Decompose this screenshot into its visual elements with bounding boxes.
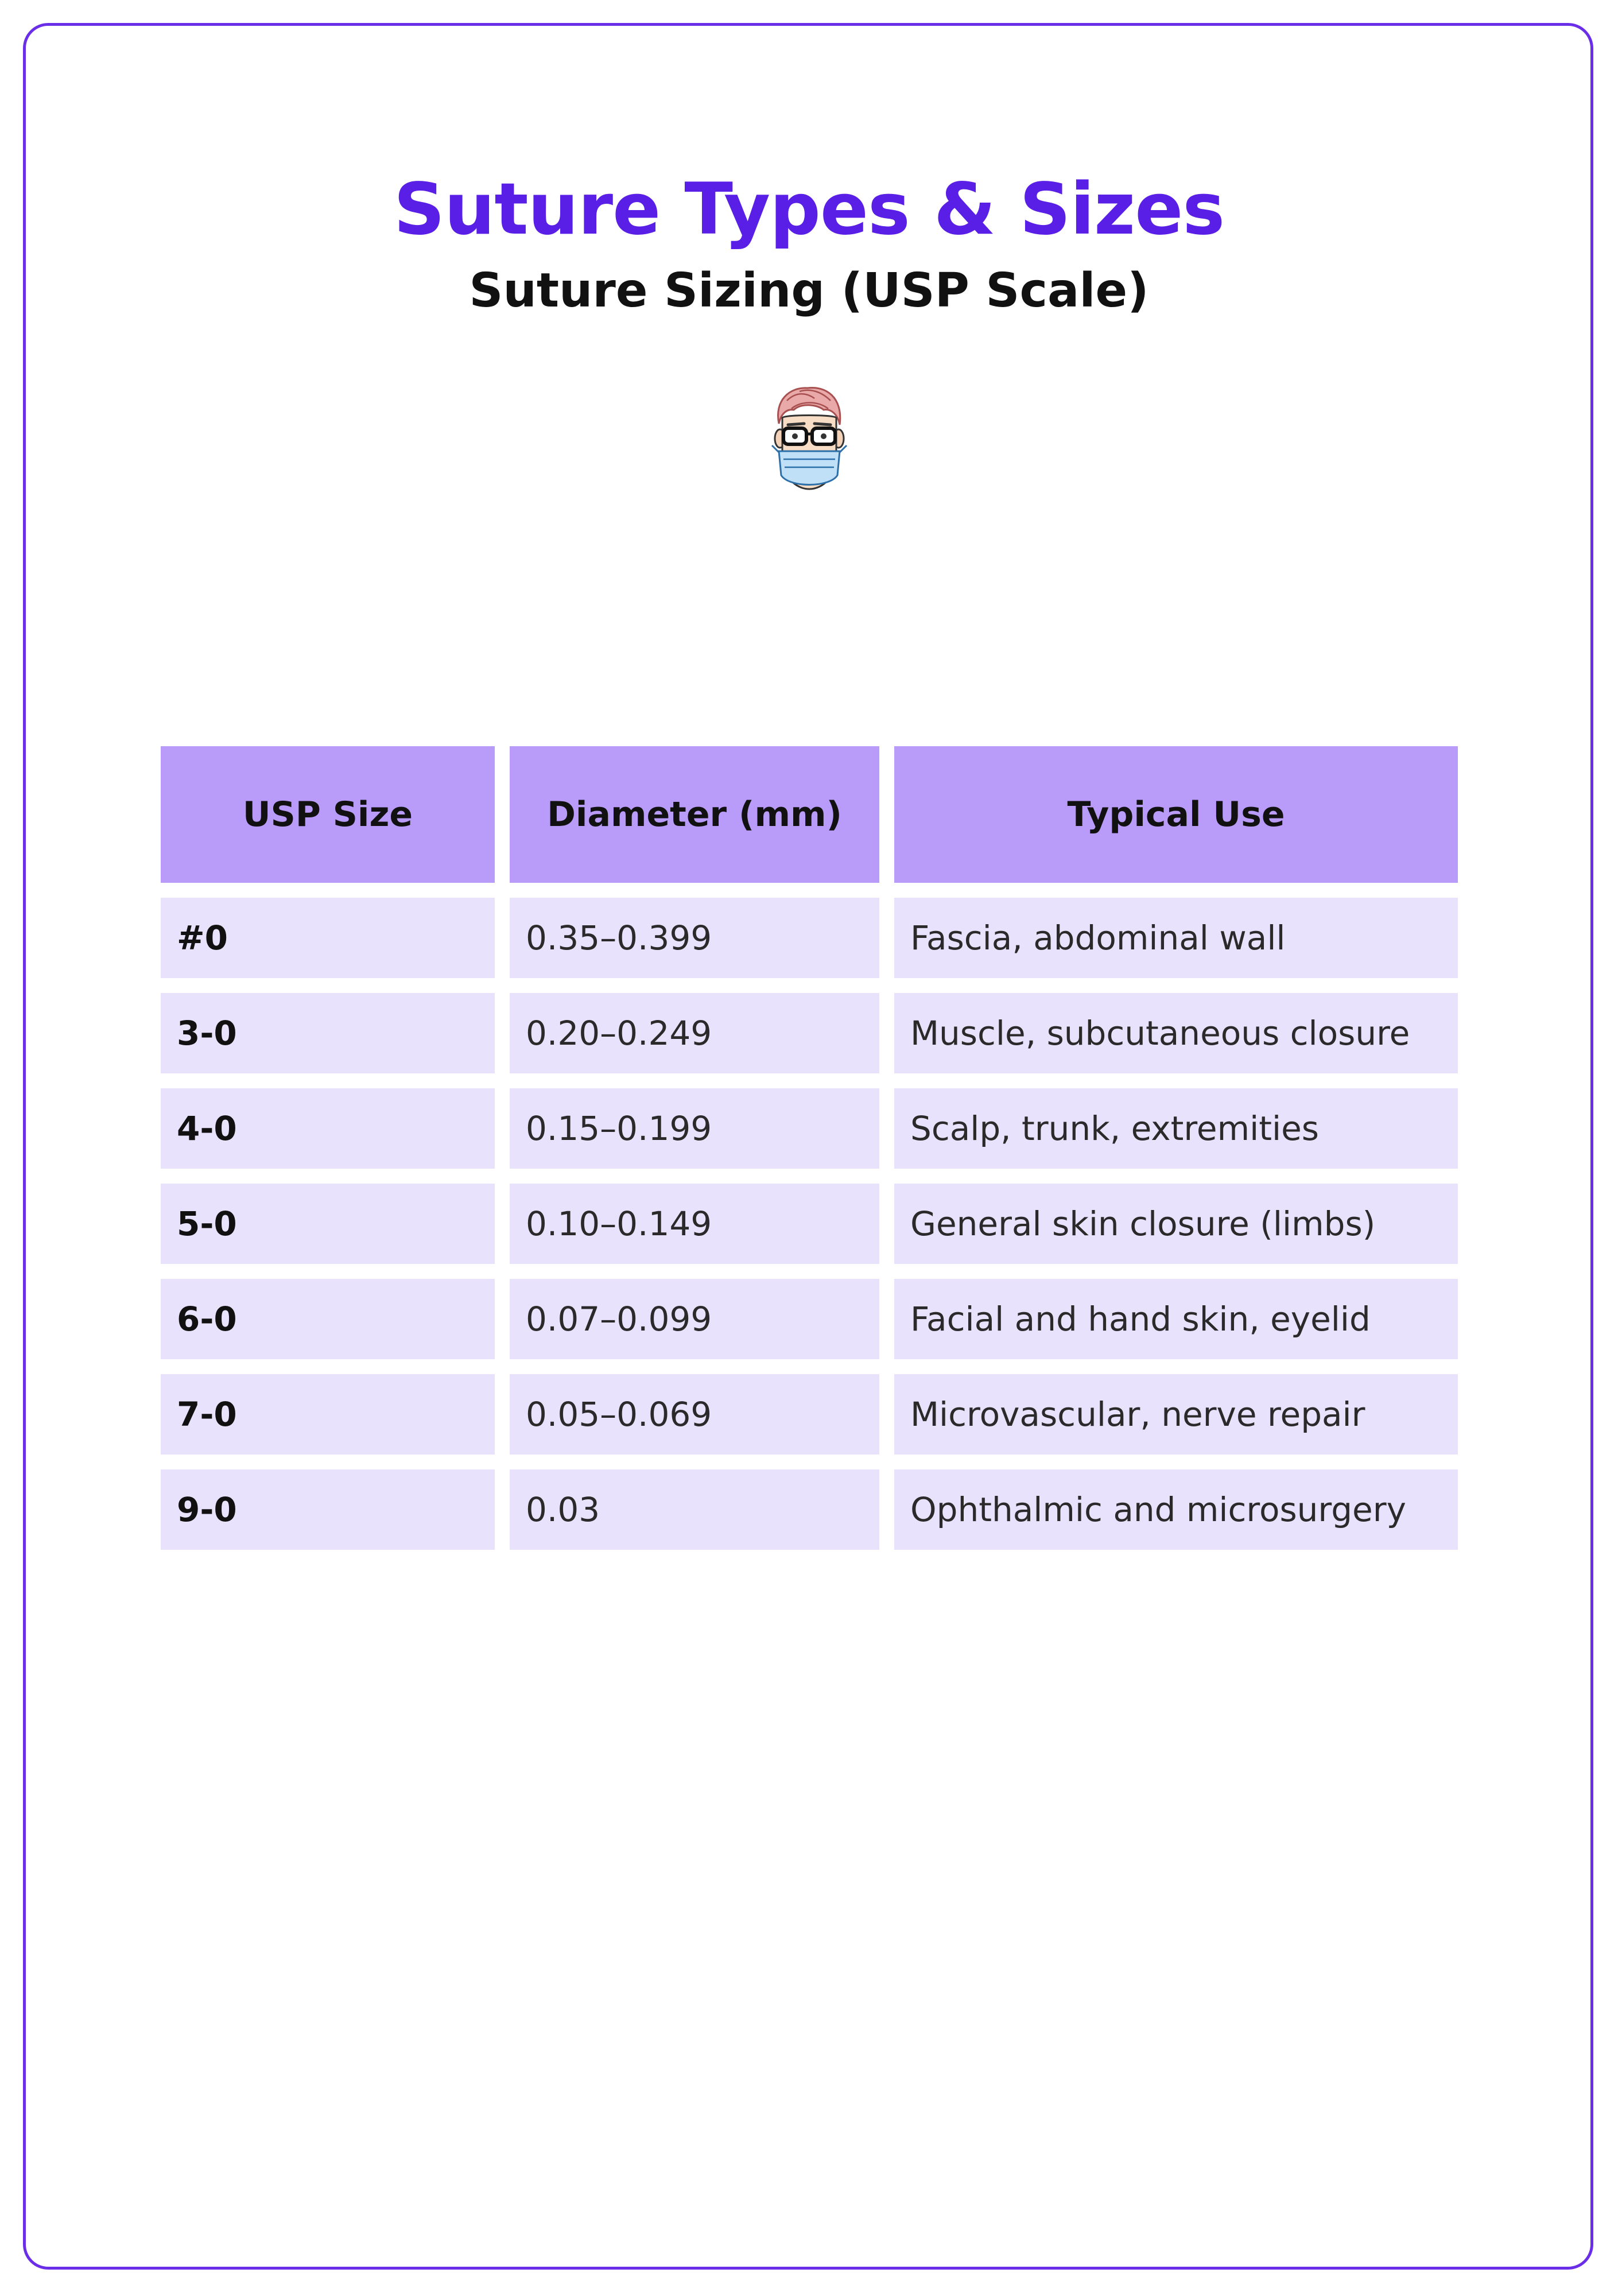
header-usp-size: USP Size xyxy=(161,746,495,883)
cell-diameter: 0.03 xyxy=(510,1469,879,1550)
cell-usp-size: 3-0 xyxy=(161,993,495,1073)
cell-usp-size: 4-0 xyxy=(161,1088,495,1169)
cell-usp-size: 7-0 xyxy=(161,1374,495,1455)
cell-typical-use: General skin closure (limbs) xyxy=(894,1184,1458,1264)
cell-diameter: 0.10–0.149 xyxy=(510,1184,879,1264)
table-row xyxy=(161,1469,1458,1550)
cell-usp-size: 5-0 xyxy=(161,1184,495,1264)
table-row xyxy=(161,1374,1458,1455)
cell-diameter: 0.07–0.099 xyxy=(510,1279,879,1359)
masked-doctor-avatar-icon xyxy=(766,383,852,498)
page-subtitle: Suture Sizing (USP Scale) xyxy=(469,263,1149,318)
cell-usp-size: 9-0 xyxy=(161,1469,495,1550)
table-row xyxy=(161,1184,1458,1264)
cell-diameter: 0.35–0.399 xyxy=(510,898,879,978)
cell-typical-use: Scalp, trunk, extremities xyxy=(894,1088,1458,1169)
cell-diameter: 0.15–0.199 xyxy=(510,1088,879,1169)
table-row xyxy=(161,993,1458,1073)
table-row xyxy=(161,1279,1458,1359)
cell-usp-size: 6-0 xyxy=(161,1279,495,1359)
page-title: Suture Types & Sizes xyxy=(393,168,1225,251)
cell-typical-use: Muscle, subcutaneous closure xyxy=(894,993,1458,1073)
table-row xyxy=(161,898,1458,978)
cell-typical-use: Fascia, abdominal wall xyxy=(894,898,1458,978)
cell-diameter: 0.20–0.249 xyxy=(510,993,879,1073)
usp-size-table xyxy=(161,746,1458,1565)
cell-usp-size: #0 xyxy=(161,898,495,978)
cell-typical-use: Ophthalmic and microsurgery xyxy=(894,1469,1458,1550)
cell-typical-use: Facial and hand skin, eyelid xyxy=(894,1279,1458,1359)
header-diameter: Diameter (mm) xyxy=(510,746,879,883)
table-row xyxy=(161,1088,1458,1169)
cell-diameter: 0.05–0.069 xyxy=(510,1374,879,1455)
table-header-row xyxy=(161,746,1458,883)
header-typical-use: Typical Use xyxy=(894,746,1458,883)
cell-typical-use: Microvascular, nerve repair xyxy=(894,1374,1458,1455)
